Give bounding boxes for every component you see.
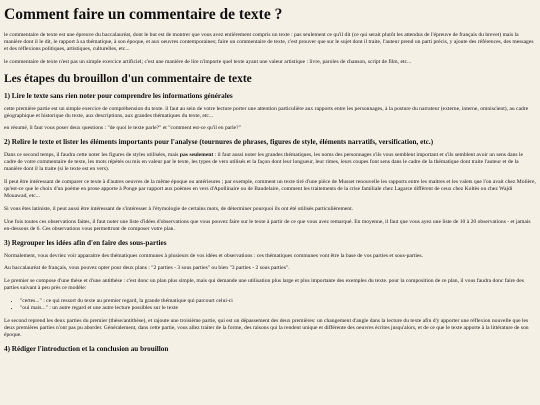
step-heading: 1) Lire le texte sans rien noter pour comprendre les informations générales (4, 91, 233, 100)
list-item: • "certes..." : ce qui ressort du texte au premier regard, la grande thématique qui parcourt celui-ci (20, 298, 536, 305)
plan-list (4, 298, 536, 312)
intro-paragraph: le commentaire de texte n'est pas un simple exercice artificiel; c'est une manière de lire n'importe quel texte ayant une valeur artistique : livre, paroles de chanson, script de film, etc... (4, 58, 412, 65)
step-paragraph: Le premier se compose d'une thèse et d'une antithèse : c'est donc un plan plus simple, mais qui demande une utilisation plus large et plus importante des exemples du texte. pour la composition de ce plan, il vous faudra donc faire des parties suivant à peu près ce modèle: (4, 278, 524, 292)
step-paragraph: Il peut être intéressant de comparer ce texte à d'autres oeuvres de la même époque ou antérieures ; par exemple, comment un texte tiré d'une pièce de Musset renouvelle les rapports entre les maitres et les valets que l'on avait chez Molière, qu'est-ce que le choix d'un poème en prose apporte à Ponge par rapport aux poèmes en vers d'Apollinaire ou de Baudelaire, comment les traitements de la crise familiale chez Lagarce diffèrent de ceux chez Koltès ou chez Wajdi Mouawad, etc... (4, 179, 536, 199)
step-paragraph: Normalement, vous devriez voir apparaitre des thématiques communes à plusieurs de vos idées et observations : ces thématiques communes vont être la base de vos parties et sous-parties. (4, 252, 423, 259)
step-paragraph: cette première partie est un simple exercice de compréhension du texte. il faut au sein de votre lecture porter une attention particulière aux rapports entre les personnages, à la posture du narrateur (externe, interne, omniscient), au cadre géographique et historique du texte, aux descriptions, aux grandes thématiques du texte, etc... (4, 105, 529, 119)
step-paragraph: en résumé, il faut vous poser deux questions : "de quoi le texte parle?" et "comment est-ce qu'il en parle?" (4, 125, 241, 132)
step-heading: 3) Regrouper les idées afin d'en faire des sous-parties (4, 238, 167, 247)
section-heading: Les étapes du brouillon d'un commentaire de texte (4, 72, 252, 85)
bold-text: pas seulement (179, 152, 214, 159)
step-paragraph: Si vous êtes latiniste, il peut aussi être intéressant de s'intéresser à l'étymologie de certains mots, de déterminer pourquoi ils ont été utilisés particulièrement. (4, 205, 354, 212)
step-heading: 2) Relire le texte et lister les éléments importants pour l'analyse (tournures de phrases, figures de style, éléments narratifs, versification, etc.) (4, 138, 434, 147)
list-item: • "oui mais..." : un autre regard et une autre lecture possibles sur le texte (20, 305, 536, 312)
step-paragraph (4, 152, 536, 173)
page-title: Comment faire un commentaire de texte ? (4, 6, 283, 23)
step-paragraph: Une fois toutes ces observations faites, il faut noter une liste d'idées d'observations que vous pouvez faire sur le texte à partir de ce que vous avez remarqué. En moyenne, il faut que vous ayez une liste de 10 à 20 observations - et jamais en-dessous de 6. Ces observations vous permettront de composer votre plan. (4, 218, 531, 232)
step-paragraph: Au baccalauréat de français, vous pouvez opter pour deux plans : "2 parties - 3 sous parties" ou bien "3 parties - 2 sous parties". (4, 265, 290, 272)
text-run: : il faut aussi noter les grandes thématiques, les noms des personnages s'ils vous semblent important et s'ils semblent avoir un sens dans le cadre de votre commentaire de texte, les mots répétés ou mis en valeur par le texte, les types de vers utilisés et la façon dont leur longueur, leur rimes, leurs coupes font sens dans le cadre de la thématique dont traite l'auteur et de la manière dont il la traite (si le texte est en vers). (4, 152, 524, 173)
intro-paragraph: le commentaire de texte est une épreuve du baccalauréat, dont le but est de montrer que vous avez entièrement compris un texte : pas seulement ce qu'il dit (ce qui serait plutôt les attendus de l'épreuve de français du brevet) mais la manière dont il le dit, le rapport à sa thématique, à son époque, et aux oeuvres contemporaines; faire un commentaire de texte, c'est prouver que sur le sujet dont il traite, l'auteur prend un parti précis, y ajoute des références, des messages et des réflexions politiques, artistiques, culturelles, etc... (4, 32, 534, 52)
step-paragraph: Le second reprend les deux parties du premier (thèse/antithèse), et rajoute une troisième partie, qui est un dépassement des deux premières: un changement d'angle dans la lecture du texte afin d'y apporter une réflexion nouvelle que les deux premières parties n'ont pas pu aborder. Généralement, dans cette partie, vous allez traiter de la forme, des raisons qui la rendent unique et différente des oeuvres écrites jusqu'alors, et de ce que le texte apporte à la littérature de son époque. (4, 317, 529, 338)
text-run: Dans ce second temps, il faudra cette noter les figures de styles utilisées, mais (4, 152, 180, 159)
step-heading: 4) Rédiger l'introduction et la conclusion au brouillon (4, 344, 169, 353)
